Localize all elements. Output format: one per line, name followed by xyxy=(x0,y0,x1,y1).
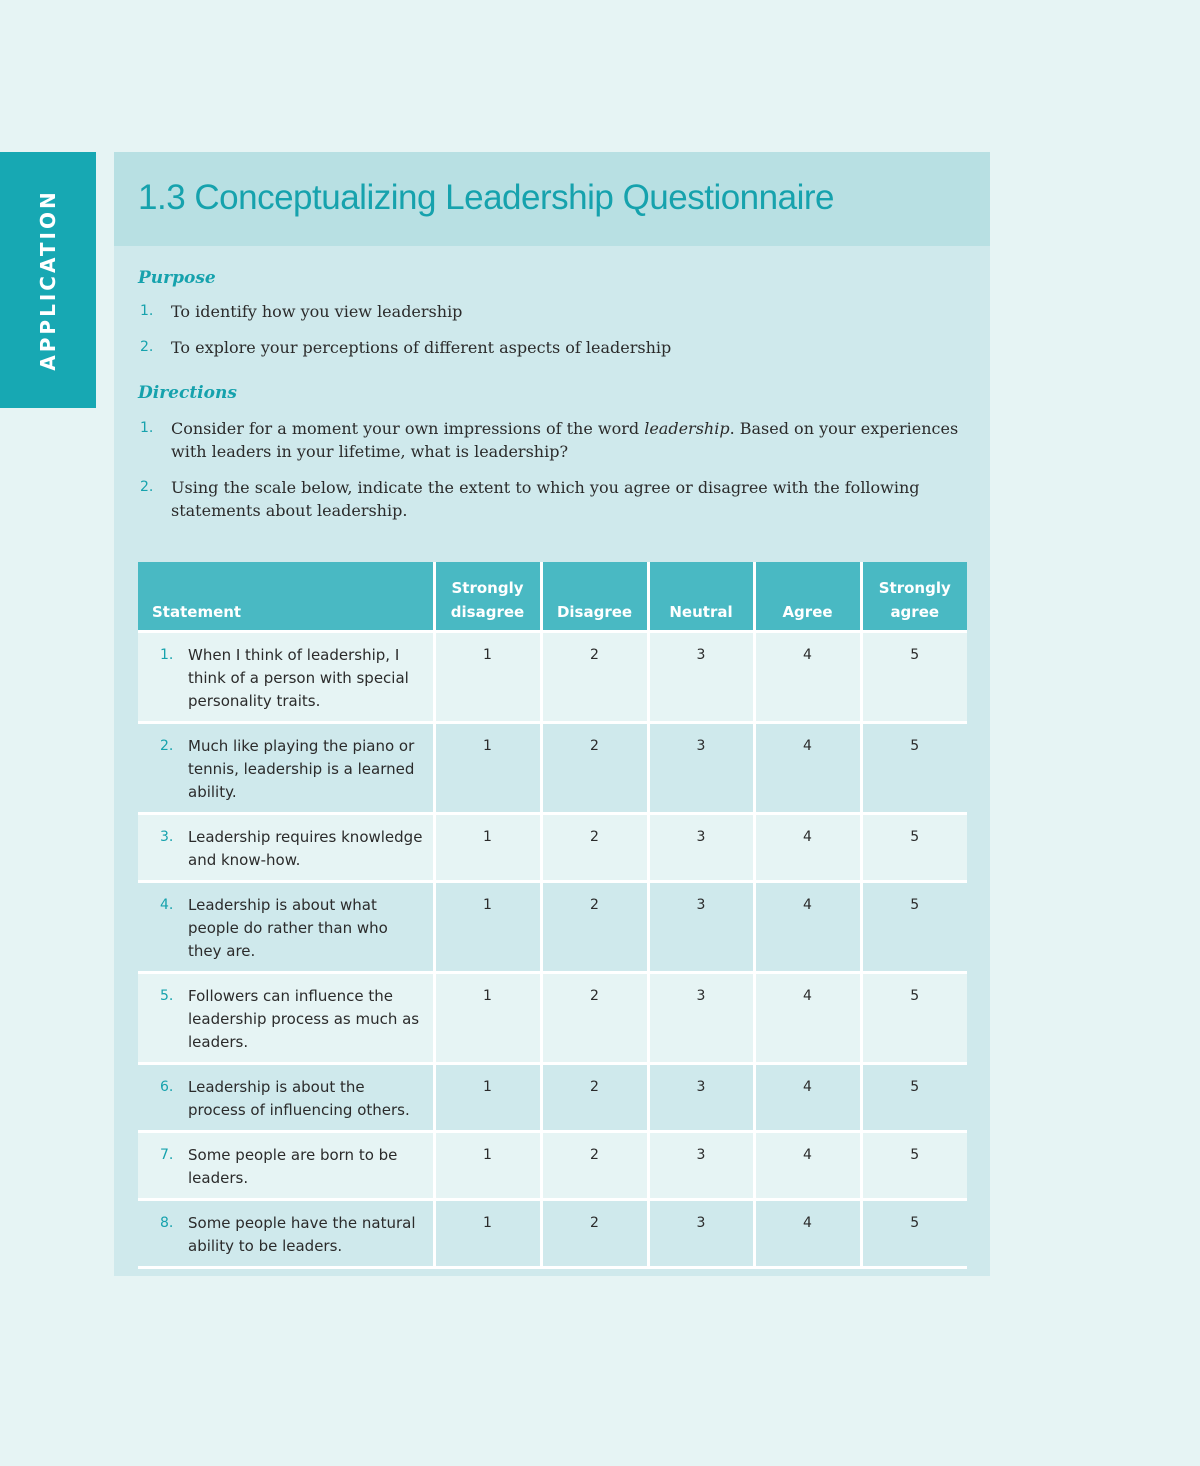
header-strongly-agree: Strongly agree xyxy=(861,562,967,632)
table-header-row xyxy=(138,562,967,632)
statement-number: 3. xyxy=(160,829,174,845)
directions-list xyxy=(138,417,966,522)
rating-strongly-disagree[interactable]: 1 xyxy=(434,1132,541,1200)
statement-text: Some people have the natural ability to be leaders. xyxy=(188,1214,416,1255)
rating-disagree[interactable]: 2 xyxy=(541,723,648,814)
statement-cell xyxy=(138,723,434,814)
directions-item xyxy=(138,417,966,463)
side-tab xyxy=(0,152,96,408)
statement-number: 8. xyxy=(160,1215,174,1231)
rating-strongly-agree[interactable]: 5 xyxy=(861,1132,967,1200)
statement-cell xyxy=(138,814,434,882)
directions-item-text-before: Consider for a moment your own impressions of the word xyxy=(171,419,645,438)
rating-disagree[interactable]: 2 xyxy=(541,632,648,723)
directions-item-number: 2. xyxy=(140,479,154,495)
instructions xyxy=(114,246,990,522)
statement-number: 7. xyxy=(160,1147,174,1163)
table-row xyxy=(138,1064,967,1132)
table-row xyxy=(138,1132,967,1200)
rating-strongly-agree[interactable]: 5 xyxy=(861,1200,967,1268)
header-neutral: Neutral xyxy=(648,562,754,632)
table-row xyxy=(138,632,967,723)
statement-text: Leadership requires knowledge and know-how. xyxy=(188,828,423,869)
page-title: 1.3 Conceptualizing Leadership Questionnaire xyxy=(138,178,834,217)
statement-cell xyxy=(138,973,434,1064)
directions-item-text-after: . Based on your experiences with leaders in your lifetime, what is leadership? xyxy=(171,419,959,461)
rating-agree[interactable]: 4 xyxy=(754,814,861,882)
purpose-item-text: To identify how you view leadership xyxy=(171,302,463,321)
rating-neutral[interactable]: 3 xyxy=(648,1200,754,1268)
rating-strongly-agree[interactable]: 5 xyxy=(861,814,967,882)
directions-item-text: Using the scale below, indicate the extent to which you agree or disagree with the following statements about leadership. xyxy=(171,478,920,520)
statement-cell xyxy=(138,1064,434,1132)
statement-number: 5. xyxy=(160,988,174,1004)
title-band xyxy=(114,152,990,246)
table-row xyxy=(138,723,967,814)
rating-disagree[interactable]: 2 xyxy=(541,1132,648,1200)
rating-disagree[interactable]: 2 xyxy=(541,1200,648,1268)
directions-heading: Directions xyxy=(138,383,237,403)
rating-strongly-disagree[interactable]: 1 xyxy=(434,1200,541,1268)
header-agree: Agree xyxy=(754,562,861,632)
statement-number: 4. xyxy=(160,897,174,913)
rating-strongly-disagree[interactable]: 1 xyxy=(434,882,541,973)
rating-neutral[interactable]: 3 xyxy=(648,882,754,973)
statement-number: 2. xyxy=(160,738,174,754)
purpose-item xyxy=(138,300,966,323)
table-row xyxy=(138,1200,967,1268)
statement-text: Leadership is about what people do rather than who they are. xyxy=(188,896,388,960)
rating-disagree[interactable]: 2 xyxy=(541,1064,648,1132)
rating-strongly-agree[interactable]: 5 xyxy=(861,723,967,814)
purpose-item-number: 1. xyxy=(140,303,154,319)
rating-strongly-disagree[interactable]: 1 xyxy=(434,723,541,814)
rating-agree[interactable]: 4 xyxy=(754,1064,861,1132)
rating-disagree[interactable]: 2 xyxy=(541,882,648,973)
purpose-item-text: To explore your perceptions of different aspects of leadership xyxy=(171,338,672,357)
directions-item xyxy=(138,476,966,522)
rating-agree[interactable]: 4 xyxy=(754,882,861,973)
rating-neutral[interactable]: 3 xyxy=(648,1132,754,1200)
rating-agree[interactable]: 4 xyxy=(754,1132,861,1200)
statement-text: Much like playing the piano or tennis, leadership is a learned ability. xyxy=(188,737,415,801)
table-row xyxy=(138,882,967,973)
rating-strongly-agree[interactable]: 5 xyxy=(861,632,967,723)
statement-cell xyxy=(138,632,434,723)
side-tab-label: APPLICATION xyxy=(36,189,60,371)
rating-strongly-disagree[interactable]: 1 xyxy=(434,973,541,1064)
rating-strongly-agree[interactable]: 5 xyxy=(861,1064,967,1132)
header-disagree: Disagree xyxy=(541,562,648,632)
rating-neutral[interactable]: 3 xyxy=(648,814,754,882)
statement-number: 1. xyxy=(160,647,174,663)
statement-number: 6. xyxy=(160,1079,174,1095)
rating-strongly-disagree[interactable]: 1 xyxy=(434,814,541,882)
rating-strongly-agree[interactable]: 5 xyxy=(861,882,967,973)
rating-neutral[interactable]: 3 xyxy=(648,973,754,1064)
rating-neutral[interactable]: 3 xyxy=(648,723,754,814)
rating-disagree[interactable]: 2 xyxy=(541,973,648,1064)
table-body xyxy=(138,632,967,1268)
rating-neutral[interactable]: 3 xyxy=(648,1064,754,1132)
rating-disagree[interactable]: 2 xyxy=(541,814,648,882)
purpose-heading: Purpose xyxy=(138,268,216,288)
rating-agree[interactable]: 4 xyxy=(754,973,861,1064)
directions-item-emphasis: leadership xyxy=(644,419,730,438)
statement-text: Some people are born to be leaders. xyxy=(188,1146,398,1187)
purpose-item xyxy=(138,336,966,359)
header-strongly-disagree: Strongly disagree xyxy=(434,562,541,632)
statement-cell xyxy=(138,882,434,973)
rating-neutral[interactable]: 3 xyxy=(648,632,754,723)
header-statement: Statement xyxy=(138,562,434,632)
rating-strongly-agree[interactable]: 5 xyxy=(861,973,967,1064)
rating-agree[interactable]: 4 xyxy=(754,632,861,723)
rating-agree[interactable]: 4 xyxy=(754,723,861,814)
directions-item-number: 1. xyxy=(140,420,154,436)
table-row xyxy=(138,814,967,882)
rating-strongly-disagree[interactable]: 1 xyxy=(434,632,541,723)
statement-text: Leadership is about the process of influencing others. xyxy=(188,1078,410,1119)
questionnaire-panel xyxy=(114,152,990,1276)
questionnaire-table xyxy=(138,562,967,1269)
statement-text: Followers can influence the leadership process as much as leaders. xyxy=(188,987,420,1051)
rating-strongly-disagree[interactable]: 1 xyxy=(434,1064,541,1132)
statement-text: When I think of leadership, I think of a person with special personality traits. xyxy=(188,646,409,710)
statement-cell xyxy=(138,1132,434,1200)
purpose-item-number: 2. xyxy=(140,339,154,355)
purpose-list xyxy=(138,300,966,359)
statement-cell xyxy=(138,1200,434,1268)
table-row xyxy=(138,973,967,1064)
rating-agree[interactable]: 4 xyxy=(754,1200,861,1268)
